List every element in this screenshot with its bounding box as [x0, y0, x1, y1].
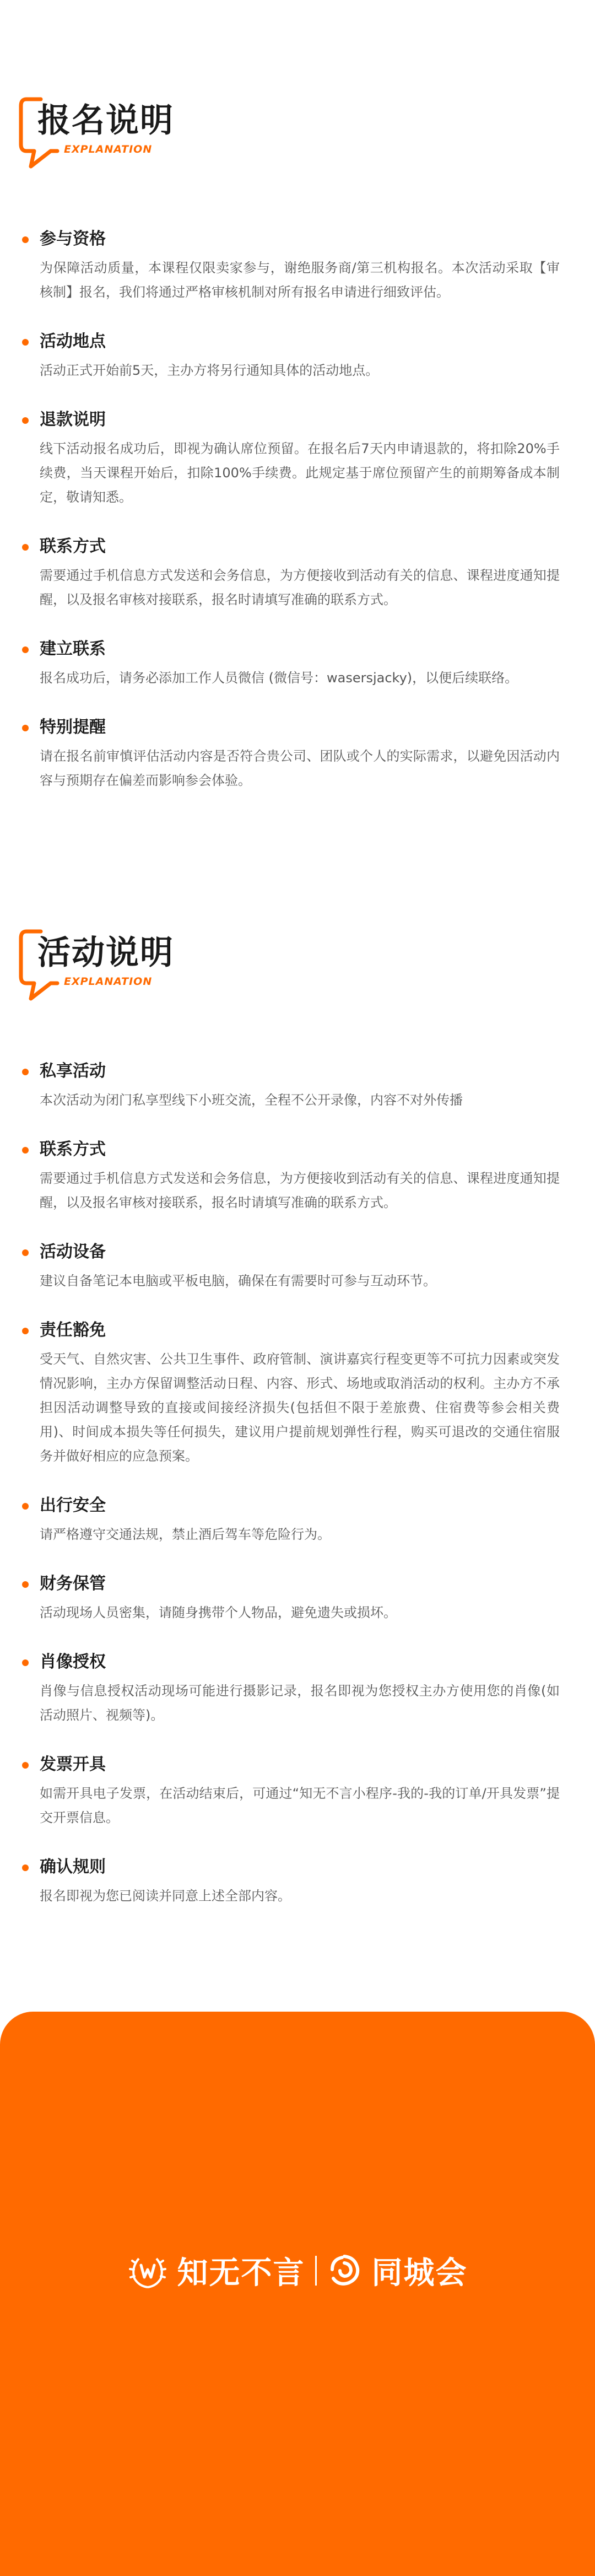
section-title: 活动说明: [37, 934, 174, 972]
activity-items: [0, 1059, 595, 1908]
list-item: [40, 1650, 560, 1727]
item-heading: 私享活动: [40, 1061, 106, 1081]
item-heading: 特别提醒: [40, 718, 106, 737]
list-item: [40, 1138, 560, 1215]
list-item: [40, 408, 560, 509]
bullet-dot-icon: [22, 1069, 29, 1075]
bullet-dot-icon: [22, 646, 29, 653]
footer-banner: [0, 2012, 595, 2576]
item-body: 活动现场人员密集，请随身携带个人物品，避免遗失或损坏。: [40, 1605, 397, 1620]
registration-section: [0, 94, 595, 818]
list-item: [40, 1318, 560, 1468]
list-item: [40, 535, 560, 612]
item-body: 活动正式开始前5天，主办方将另行通知具体的活动地点。: [40, 363, 379, 378]
bullet-dot-icon: [22, 1762, 29, 1769]
item-body: 受天气、自然灾害、公共卫生事件、政府管制、演讲嘉宾行程变更等不可抗力因素或突发情况影响，主办方保留调整活动日程、内容、形式、场地或取消活动的权利。主办方不承担因活动调整导致的直接或间接经济损失(包括但不限于差旅费、住宿费等参会相关费用)、时间成本损失等任何损失，建议用户提前规划弹性行程，购买可退改的交通住宿服务并做好相应的应急预案。: [40, 1351, 560, 1464]
list-item: [40, 1240, 560, 1293]
item-body: 需要通过手机信息方式发送和会务信息，为方便接收到活动有关的信息、课程进度通知提醒，以及报名审核对接联系，报名时请填写准确的联系方式。: [40, 568, 560, 607]
section-subtitle: EXPLANATION: [64, 143, 153, 155]
brand-divider: [315, 2256, 317, 2286]
bullet-dot-icon: [22, 236, 29, 243]
item-heading: 联系方式: [40, 1140, 106, 1159]
section-title-badge: [19, 94, 595, 176]
item-heading: 参与资格: [40, 229, 106, 249]
list-item: [40, 1855, 560, 1908]
bullet-dot-icon: [22, 1864, 29, 1871]
list-item: [40, 1494, 560, 1546]
item-heading: 出行安全: [40, 1496, 106, 1515]
list-item: [40, 227, 560, 304]
item-heading: 责任豁免: [40, 1321, 106, 1340]
registration-items: [0, 227, 595, 793]
item-body: 报名成功后，请务必添加工作人员微信 (微信号：wasersjacky)，以便后续联络。: [40, 670, 518, 686]
list-item: [40, 1572, 560, 1625]
item-heading: 确认规则: [40, 1857, 106, 1877]
list-item: [40, 330, 560, 382]
item-heading: 财务保管: [40, 1574, 106, 1593]
swirl-logo-icon: [327, 2253, 362, 2288]
item-body: 需要通过手机信息方式发送和会务信息，为方便接收到活动有关的信息、课程进度通知提醒，以及报名审核对接联系，报名时请填写准确的联系方式。: [40, 1171, 560, 1210]
brand-name-1: 知无不言: [177, 2255, 305, 2291]
section-subtitle: EXPLANATION: [64, 976, 153, 988]
item-body: 肖像与信息授权活动现场可能进行摄影记录，报名即视为您授权主办方使用您的肖像(如活动照片、视频等)。: [40, 1683, 560, 1723]
item-heading: 发票开具: [40, 1755, 106, 1774]
item-body: 本次活动为闭门私享型线下小班交流，全程不公开录像，内容不对外传播: [40, 1092, 463, 1108]
item-body: 线下活动报名成功后，即视为确认席位预留。在报名后7天内申请退款的，将扣除20%手续费，当天课程开始后，扣除100%手续费。此规定基于席位预留产生的前期筹备成本制定，敬请知悉。: [40, 441, 560, 505]
bullet-dot-icon: [22, 339, 29, 346]
bullet-dot-icon: [22, 417, 29, 424]
list-item: [40, 715, 560, 793]
item-heading: 联系方式: [40, 537, 106, 556]
section-title-badge: [19, 926, 595, 1009]
section-title: 报名说明: [37, 101, 174, 140]
item-body: 请在报名前审慎评估活动内容是否符合贵公司、团队或个人的实际需求，以避免因活动内容与预期存在偏差而影响参会体验。: [40, 748, 560, 788]
laurel-w-logo-icon: [128, 2251, 167, 2291]
item-heading: 建立联系: [40, 639, 106, 659]
bullet-dot-icon: [22, 1147, 29, 1154]
item-body: 请严格遵守交通法规，禁止酒后驾车等危险行为。: [40, 1527, 331, 1542]
activity-section: [0, 926, 595, 1933]
item-body: 为保障活动质量，本课程仅限卖家参与，谢绝服务商/第三机构报名。本次活动采取【审核制】报名，我们将通过严格审核机制对所有报名申请进行细致评估。: [40, 260, 560, 300]
bullet-dot-icon: [22, 1328, 29, 1334]
bullet-dot-icon: [22, 725, 29, 731]
item-heading: 肖像授权: [40, 1652, 106, 1672]
bullet-dot-icon: [22, 1249, 29, 1256]
list-item: [40, 637, 560, 690]
bullet-dot-icon: [22, 1581, 29, 1588]
item-heading: 退款说明: [40, 410, 106, 429]
footer-brand: [0, 2249, 595, 2293]
item-heading: 活动地点: [40, 332, 106, 351]
bullet-dot-icon: [22, 1659, 29, 1666]
item-body: 报名即视为您已阅读并同意上述全部内容。: [40, 1888, 291, 1904]
list-item: [40, 1753, 560, 1830]
bullet-dot-icon: [22, 544, 29, 551]
item-body: 如需开具电子发票，在活动结束后，可通过“知无不言小程序-我的-我的订单/开具发票”提交开票信息。: [40, 1786, 560, 1825]
brand-name-2: 同城会: [371, 2255, 468, 2291]
item-heading: 活动设备: [40, 1242, 106, 1262]
bullet-dot-icon: [22, 1503, 29, 1510]
item-body: 建议自备笔记本电脑或平板电脑，确保在有需要时可参与互动环节。: [40, 1273, 436, 1289]
list-item: [40, 1059, 560, 1112]
